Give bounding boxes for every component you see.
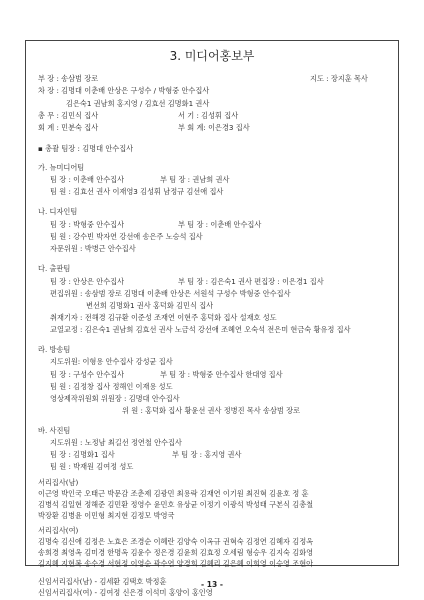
line-text: 팀 장 : 박형중 안수집사 <box>50 220 125 229</box>
text-line <box>50 289 291 298</box>
line-text: 팀 원 : 김정창 집사 정해인 이재용 성도 <box>50 382 173 391</box>
line-text: 가. 뉴미디어팀 <box>38 163 85 172</box>
text-line <box>50 394 180 403</box>
line-text: 김지혜 지현복 송수경 서현정 이영순 곽수연 양경희 김혜리 김은혜 이희영 이승영 조현아 <box>38 559 314 568</box>
text-line <box>50 313 277 322</box>
text-line <box>38 548 313 557</box>
line-right-text: 부 팀 장 : 이춘배 안수집사 <box>178 220 262 229</box>
text-line <box>38 559 313 568</box>
text-line <box>66 99 209 108</box>
line-right-text: 부 팀 장 : 박형중 안수집사 한대영 집사 <box>160 370 283 379</box>
line-text: 팀 장 : 이춘배 안수집사 <box>50 175 125 184</box>
line-text: 교열교정 : 김은숙1 권남희 김효선 권사 노금석 강선애 조혜연 오숙석 전은미 현금숙 황유정 집사 <box>50 325 351 334</box>
line-text: 부 장 : 송삼범 장로 <box>38 74 99 83</box>
line-text: 팀 장 : 김명화1 집사 <box>50 450 115 459</box>
line-text: 송희경 최영옥 김미경 한명옥 김윤수 정은경 김윤희 김효정 오세림 형승우 김지숙 김화영 <box>38 548 314 557</box>
text-line <box>38 163 84 172</box>
text-line <box>38 111 239 120</box>
line-text: 신임서리집사(여) - 김여정 신은경 이석미 홍양이 홍인영 <box>38 588 213 597</box>
line-right-text: 지도 : 장지훈 목사 <box>310 74 368 83</box>
text-line <box>38 207 77 216</box>
line-text: 팀 원 : 강수빈 박자연 강선애 송은주 노승석 집사 <box>50 232 203 241</box>
text-line <box>122 406 300 415</box>
text-line <box>38 74 368 83</box>
text-line <box>38 264 70 273</box>
line-text: 이근영 박인국 오태근 박문감 조춘제 김광민 최용락 김재연 이기원 최진혁 김윤호 정 훈 <box>38 489 309 498</box>
line-right-text: 서 기 : 김성휘 집사 <box>178 111 239 120</box>
text-line <box>50 175 230 184</box>
line-right-text: 부 팀 장 : 홍지영 권사 <box>172 450 242 459</box>
line-text: 지도위원: 이형용 안수집사 강성균 집사 <box>50 357 173 366</box>
text-line <box>50 325 351 334</box>
line-text: 서리집사(여) <box>38 526 79 535</box>
line-text: 다. 출판팀 <box>38 264 71 273</box>
text-line <box>38 478 78 487</box>
text-line <box>38 500 313 509</box>
text-line <box>50 450 242 459</box>
text-line <box>50 357 173 366</box>
line-text: 신임서리집사(남) - 김세환 김택호 박정훈 <box>38 577 167 586</box>
line-text: 김은숙1 권남희 홍지영 / 김효선 김명화1 권사 <box>66 99 210 108</box>
line-text: 김명숙 김신애 김정은 노효은 조경순 이혜란 김양숙 이옥규 권혁숙 김정연 김혜자 김정옥 <box>38 537 314 546</box>
line-text: 편집위원 : 송삼범 장로 김명대 이춘배 안상은 서원석 구성수 박형중 안수집사 <box>50 289 291 298</box>
text-line <box>38 426 70 435</box>
line-text: ▪ 총괄 팀장 : 김명대 안수집사 <box>38 144 134 153</box>
line-right-text: 부 팀 장 : 김은숙1 권사 편집장 : 이은경1 집사 <box>178 277 324 286</box>
line-text: 취재기자 : 전해경 김규환 이준성 조재연 이현주 홍덕화 집사 설재호 성도 <box>50 313 277 322</box>
line-text: 영상제작위원회 위원장 : 김명대 안수집사 <box>50 394 180 403</box>
text-line <box>38 537 313 546</box>
line-text: 서리집사(남) <box>38 478 79 487</box>
line-text: 바. 사진팀 <box>38 426 71 435</box>
line-text: 박장환 김병윤 이민형 최지현 김정모 박영국 <box>38 511 175 520</box>
text-line <box>38 86 209 95</box>
line-text: 라. 방송팀 <box>38 345 71 354</box>
line-text: 팀 원 : 김효선 권사 이재영3 김성휘 남정규 김선애 집사 <box>50 187 224 196</box>
line-right-text: 부 팀 장 : 권남희 권사 <box>160 175 230 184</box>
text-line <box>50 462 133 471</box>
line-text: 팀 원 : 박재원 김여정 성도 <box>50 462 134 471</box>
line-text: 총 무 : 김민식 집사 <box>38 111 99 120</box>
text-line <box>38 511 174 520</box>
text-line <box>38 123 250 132</box>
text-line <box>50 438 182 447</box>
text-line <box>38 489 308 498</box>
text-line <box>38 588 213 597</box>
line-text: 차 장 : 김명대 이춘배 안상은 구성수 / 박형중 안수집사 <box>38 86 210 95</box>
line-text: 팀 장 : 구성수 안수집사 <box>50 370 125 379</box>
text-line <box>86 301 213 310</box>
line-text: 나. 디자인팀 <box>38 207 78 216</box>
text-line <box>50 370 283 379</box>
text-line <box>38 526 78 535</box>
text-line <box>50 187 223 196</box>
section-title: 3. 미디어홍보부 <box>169 49 255 63</box>
line-text: 김병석 김일현 정해준 김민환 정영수 윤민호 유상균 이정기 이광석 박성태 구본식 김총철 <box>38 500 314 509</box>
text-line <box>38 144 133 153</box>
text-line <box>50 244 136 253</box>
page-number: - 13 - <box>201 580 223 589</box>
line-text: 위 원 : 홍덕화 집사 황윤선 권사 정병진 목사 송삼범 장로 <box>122 406 301 415</box>
text-line <box>38 345 70 354</box>
line-right-text: 부 회 계: 이은경3 집사 <box>178 123 250 132</box>
line-text: 지도위원 : 노정남 최길선 정연철 안수집사 <box>50 438 182 447</box>
text-line <box>50 382 173 391</box>
text-line <box>50 277 324 286</box>
line-text: 변선희 김명화1 권사 홍덕화 김민식 집사 <box>86 301 214 310</box>
line-text: 자문위원 : 박병근 안수집사 <box>50 244 136 253</box>
line-text: 팀 장 : 안상은 안수집사 <box>50 277 125 286</box>
text-line <box>50 232 203 241</box>
line-text: 회 계 : 민분숙 집사 <box>38 123 99 132</box>
text-line <box>50 220 262 229</box>
